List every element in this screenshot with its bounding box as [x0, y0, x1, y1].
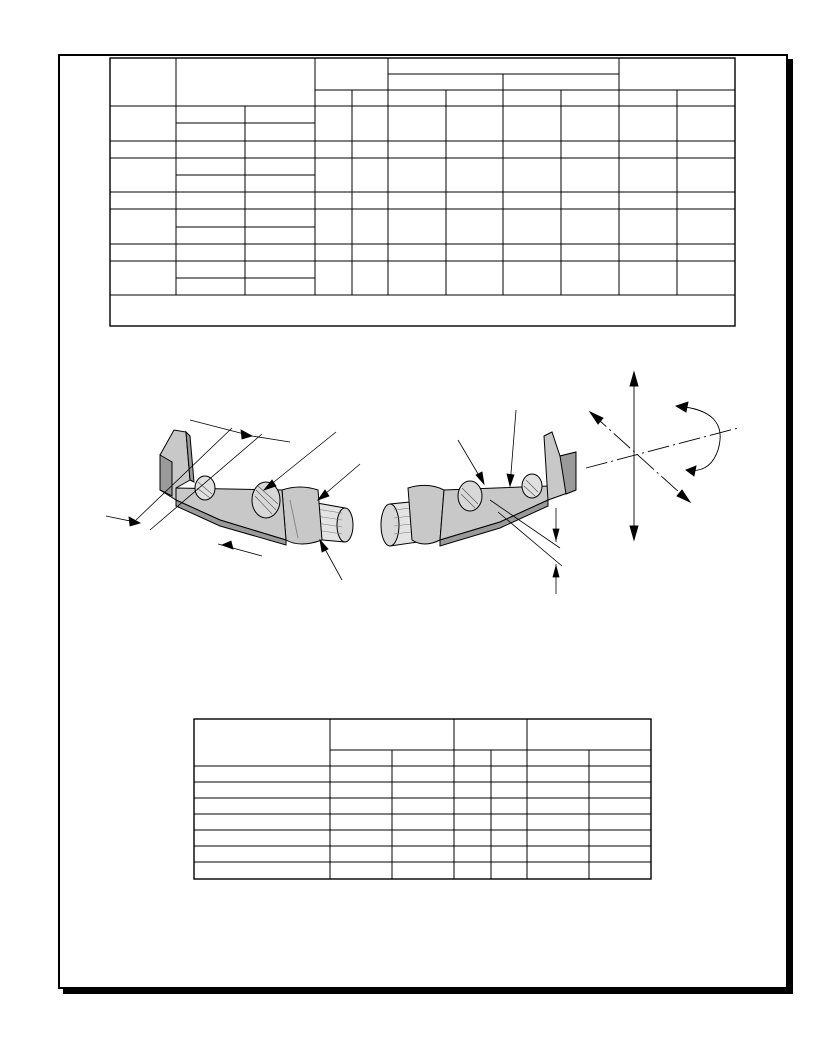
terminal-left-view — [160, 430, 353, 545]
bottom-table-border — [194, 719, 651, 879]
rotation-axes-diagram — [586, 372, 738, 540]
top-spec-table — [110, 58, 735, 326]
bottom-spec-table — [194, 719, 651, 879]
top-table-header-lines — [110, 58, 735, 295]
terminal-right-view — [381, 432, 576, 546]
top-table-row-lines — [110, 106, 735, 295]
